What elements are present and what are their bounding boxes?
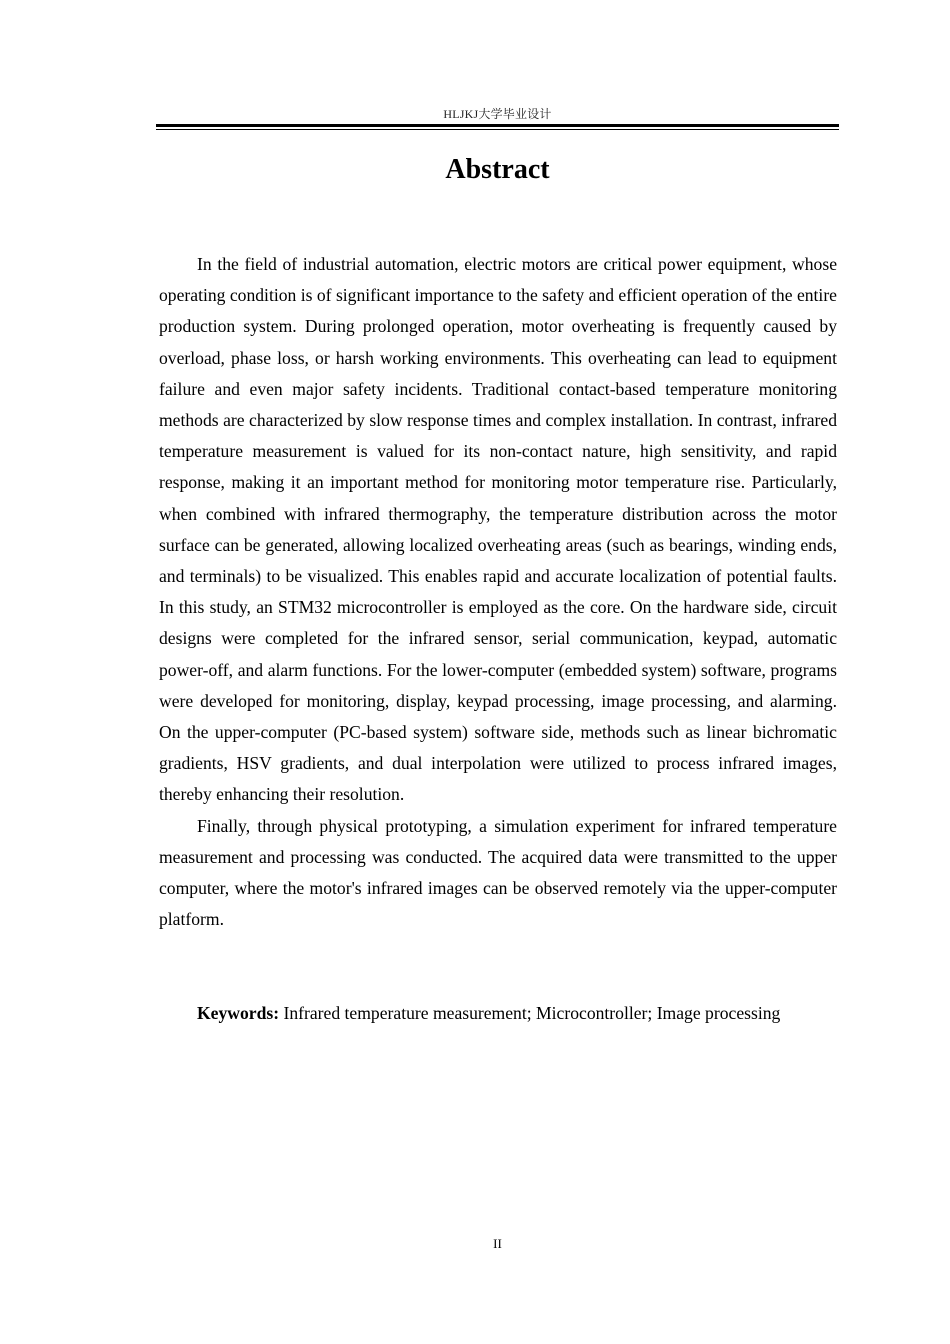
running-header: HLJKJ大学毕业设计 <box>443 107 552 121</box>
abstract-paragraph-1: In the field of industrial automation, electric motors are critical power equipment, whose operating condition is of significant importance to the safety and efficient operation of the entire production system. During prolonged operation, motor overheating is frequently caused by overload, phase loss, or harsh working environments. This overheating can lead to equipment failure and even major safety incidents. Traditional contact-based temperature monitoring methods are characterized by slow response times and complex installation. In contrast, infrared temperature measurement is valued for its non-contact nature, high sensitivity, and rapid response, making it an important method for monitoring motor temperature rise. Particularly, when combined with infrared thermography, the temperature distribution across the motor surface can be generated, allowing localized overheating areas (such as bearings, winding ends, and terminals) to be visualized. This enables rapid and accurate localization of potential faults. In this study, an STM32 microcontroller is employed as the core. On the hardware side, circuit designs were completed for the infrared sensor, serial communication, keypad, automatic power-off, and alarm functions. For the lower-computer (embedded system) software, programs were developed for monitoring, display, keypad processing, image processing, and alarming. On the upper-computer (PC-based system) software side, methods such as linear bichromatic gradients, HSV gradients, and dual interpolation were utilized to process infrared images, thereby enhancing their resolution. <box>159 254 837 805</box>
abstract-paragraph-2: Finally, through physical prototyping, a simulation experiment for infrared temperature measurement and processing was conducted. The acquired data were transmitted to the upper computer, where the motor's infrared images can be observed remotely via the upper-computer platform. <box>159 815 837 930</box>
abstract-body <box>159 249 837 935</box>
header-rule-thick <box>156 124 839 127</box>
keywords-line <box>159 998 837 1029</box>
page-title: Abstract <box>445 154 550 185</box>
page-number: II <box>493 1236 502 1251</box>
keywords-label: Keywords: <box>197 1003 280 1023</box>
keywords-text: Infrared temperature measurement; Microcontroller; Image processing <box>279 1003 781 1023</box>
header-rule-thin <box>156 129 839 130</box>
